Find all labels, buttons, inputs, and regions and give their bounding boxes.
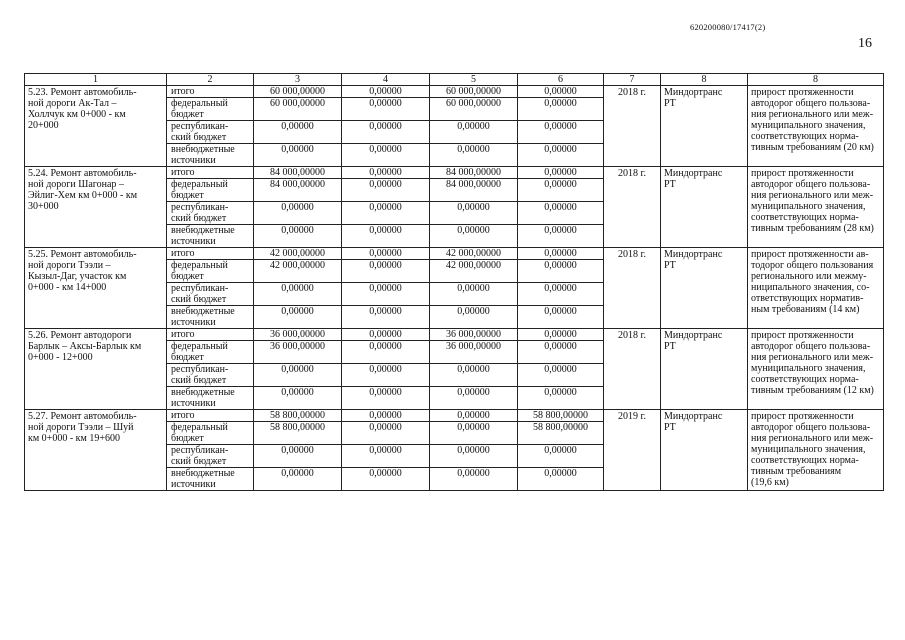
amount-col6: 0,00000: [518, 167, 604, 179]
amount-total: 60 000,00000: [254, 86, 342, 98]
header-cell: 3: [254, 74, 342, 86]
expected-result: прирост протяженности ав- тодорог общего пользования регионального или межму- ниципального значения, со- ответствующих норматив- ным требованиям (14 км): [748, 248, 884, 329]
funding-source: внебюджетные источники: [167, 387, 254, 410]
amount-col6: 0,00000: [518, 364, 604, 387]
amount-total: 0,00000: [254, 225, 342, 248]
period: 2018 г.: [604, 86, 661, 167]
amount-col5: 0,00000: [430, 225, 518, 248]
funding-source: федеральный бюджет: [167, 98, 254, 121]
header-cell: 8: [661, 74, 748, 86]
amount-col4: 0,00000: [342, 445, 430, 468]
amount-col5: 60 000,00000: [430, 98, 518, 121]
amount-col4: 0,00000: [342, 329, 430, 341]
amount-col5: 0,00000: [430, 387, 518, 410]
amount-col4: 0,00000: [342, 179, 430, 202]
amount-total: 0,00000: [254, 144, 342, 167]
table-row: [25, 248, 884, 260]
table-row: [25, 167, 884, 179]
amount-total: 58 800,00000: [254, 410, 342, 422]
expected-result: прирост протяженности автодорог общего пользова- ния регионального или меж- муниципального значения, соответствующих норма- тивным требованиям (20 км): [748, 86, 884, 167]
document-code: 620200080/17417(2): [690, 22, 766, 32]
amount-col6: 58 800,00000: [518, 422, 604, 445]
funding-source: республикан- ский бюджет: [167, 364, 254, 387]
executor: Миндортранс РТ: [661, 86, 748, 167]
header-cell: 6: [518, 74, 604, 86]
period: 2018 г.: [604, 167, 661, 248]
funding-source: республикан- ский бюджет: [167, 283, 254, 306]
amount-total: 0,00000: [254, 283, 342, 306]
amount-total: 58 800,00000: [254, 422, 342, 445]
period: 2019 г.: [604, 410, 661, 491]
amount-col5: 0,00000: [430, 410, 518, 422]
funding-source: республикан- ский бюджет: [167, 202, 254, 225]
expected-result: прирост протяженности автодорог общего пользова- ния регионального или меж- муниципального значения, соответствующих норма- тивным требованиям (19,6 км): [748, 410, 884, 491]
amount-col5: 0,00000: [430, 283, 518, 306]
amount-total: 60 000,00000: [254, 98, 342, 121]
amount-col6: 0,00000: [518, 306, 604, 329]
amount-col6: 0,00000: [518, 86, 604, 98]
executor: Миндортранс РТ: [661, 410, 748, 491]
executor: Миндортранс РТ: [661, 167, 748, 248]
amount-col4: 0,00000: [342, 98, 430, 121]
header-cell: 4: [342, 74, 430, 86]
expected-result: прирост протяженности автодорог общего пользова- ния регионального или меж- муниципального значения, соответствующих норма- тивным требованиям (12 км): [748, 329, 884, 410]
amount-total: 0,00000: [254, 121, 342, 144]
amount-col4: 0,00000: [342, 202, 430, 225]
table-row: [25, 410, 884, 422]
program-table: [24, 73, 884, 491]
amount-col5: 0,00000: [430, 445, 518, 468]
amount-col4: 0,00000: [342, 260, 430, 283]
amount-col6: 0,00000: [518, 202, 604, 225]
amount-total: 0,00000: [254, 364, 342, 387]
funding-source: внебюджетные источники: [167, 468, 254, 491]
amount-total: 0,00000: [254, 202, 342, 225]
funding-source: федеральный бюджет: [167, 341, 254, 364]
amount-col6: 0,00000: [518, 445, 604, 468]
amount-col6: 0,00000: [518, 260, 604, 283]
activity-name: 5.25. Ремонт автомобиль- ной дороги Тээли – Кызыл-Даг, участок км 0+000 - км 14+000: [25, 248, 167, 329]
amount-col4: 0,00000: [342, 387, 430, 410]
header-row: [25, 74, 884, 86]
funding-source: итого: [167, 86, 254, 98]
amount-col4: 0,00000: [342, 144, 430, 167]
amount-col5: 0,00000: [430, 364, 518, 387]
amount-col4: 0,00000: [342, 306, 430, 329]
funding-source: федеральный бюджет: [167, 422, 254, 445]
amount-col4: 0,00000: [342, 364, 430, 387]
amount-col5: 36 000,00000: [430, 329, 518, 341]
amount-col4: 0,00000: [342, 283, 430, 306]
amount-col5: 84 000,00000: [430, 167, 518, 179]
amount-col5: 0,00000: [430, 121, 518, 144]
executor: Миндортранс РТ: [661, 329, 748, 410]
amount-col5: 0,00000: [430, 144, 518, 167]
amount-col6: 0,00000: [518, 98, 604, 121]
funding-source: федеральный бюджет: [167, 179, 254, 202]
amount-col6: 0,00000: [518, 144, 604, 167]
amount-col4: 0,00000: [342, 121, 430, 144]
amount-col4: 0,00000: [342, 248, 430, 260]
amount-col4: 0,00000: [342, 86, 430, 98]
amount-col5: 84 000,00000: [430, 179, 518, 202]
funding-source: внебюджетные источники: [167, 306, 254, 329]
header-cell: 5: [430, 74, 518, 86]
activity-name: 5.26. Ремонт автодороги Барлык – Аксы-Барлык км 0+000 - 12+000: [25, 329, 167, 410]
amount-col6: 0,00000: [518, 329, 604, 341]
amount-col4: 0,00000: [342, 468, 430, 491]
amount-total: 0,00000: [254, 445, 342, 468]
funding-source: республикан- ский бюджет: [167, 445, 254, 468]
funding-source: итого: [167, 248, 254, 260]
amount-col6: 0,00000: [518, 248, 604, 260]
amount-col4: 0,00000: [342, 225, 430, 248]
amount-col6: 0,00000: [518, 283, 604, 306]
amount-total: 0,00000: [254, 387, 342, 410]
activity-name: 5.23. Ремонт автомобиль- ной дороги Ак-Тал – Холлчук км 0+000 - км 20+000: [25, 86, 167, 167]
expected-result: прирост протяженности автодорог общего пользова- ния регионального или меж- муниципального значения, соответствующих норма- тивным требованиям (28 км): [748, 167, 884, 248]
amount-total: 42 000,00000: [254, 260, 342, 283]
funding-source: внебюджетные источники: [167, 144, 254, 167]
funding-source: внебюджетные источники: [167, 225, 254, 248]
amount-col5: 0,00000: [430, 306, 518, 329]
amount-col5: 42 000,00000: [430, 248, 518, 260]
funding-source: федеральный бюджет: [167, 260, 254, 283]
amount-total: 84 000,00000: [254, 179, 342, 202]
amount-col6: 0,00000: [518, 225, 604, 248]
amount-col4: 0,00000: [342, 422, 430, 445]
amount-col4: 0,00000: [342, 167, 430, 179]
amount-total: 0,00000: [254, 468, 342, 491]
amount-total: 36 000,00000: [254, 341, 342, 364]
amount-total: 84 000,00000: [254, 167, 342, 179]
amount-total: 36 000,00000: [254, 329, 342, 341]
table-row: [25, 86, 884, 98]
amount-col5: 42 000,00000: [430, 260, 518, 283]
header-cell: 2: [167, 74, 254, 86]
amount-col4: 0,00000: [342, 410, 430, 422]
amount-col6: 0,00000: [518, 341, 604, 364]
amount-col6: 0,00000: [518, 179, 604, 202]
executor: Миндортранс РТ: [661, 248, 748, 329]
header-cell: 8: [748, 74, 884, 86]
table-row: [25, 329, 884, 341]
amount-col6: 58 800,00000: [518, 410, 604, 422]
funding-source: республикан- ский бюджет: [167, 121, 254, 144]
amount-total: 0,00000: [254, 306, 342, 329]
funding-source: итого: [167, 167, 254, 179]
funding-source: итого: [167, 410, 254, 422]
amount-col5: 36 000,00000: [430, 341, 518, 364]
page-number: 16: [858, 36, 872, 51]
amount-col5: 0,00000: [430, 202, 518, 225]
amount-total: 42 000,00000: [254, 248, 342, 260]
amount-col5: 0,00000: [430, 468, 518, 491]
amount-col4: 0,00000: [342, 341, 430, 364]
amount-col5: 60 000,00000: [430, 86, 518, 98]
amount-col5: 0,00000: [430, 422, 518, 445]
period: 2018 г.: [604, 329, 661, 410]
period: 2018 г.: [604, 248, 661, 329]
header-cell: 7: [604, 74, 661, 86]
funding-source: итого: [167, 329, 254, 341]
amount-col6: 0,00000: [518, 121, 604, 144]
header-cell: 1: [25, 74, 167, 86]
activity-name: 5.27. Ремонт автомобиль- ной дороги Тээли – Шуй км 0+000 - км 19+600: [25, 410, 167, 491]
amount-col6: 0,00000: [518, 387, 604, 410]
amount-col6: 0,00000: [518, 468, 604, 491]
activity-name: 5.24. Ремонт автомобиль- ной дороги Шагонар – Эйлиг-Хем км 0+000 - км 30+000: [25, 167, 167, 248]
